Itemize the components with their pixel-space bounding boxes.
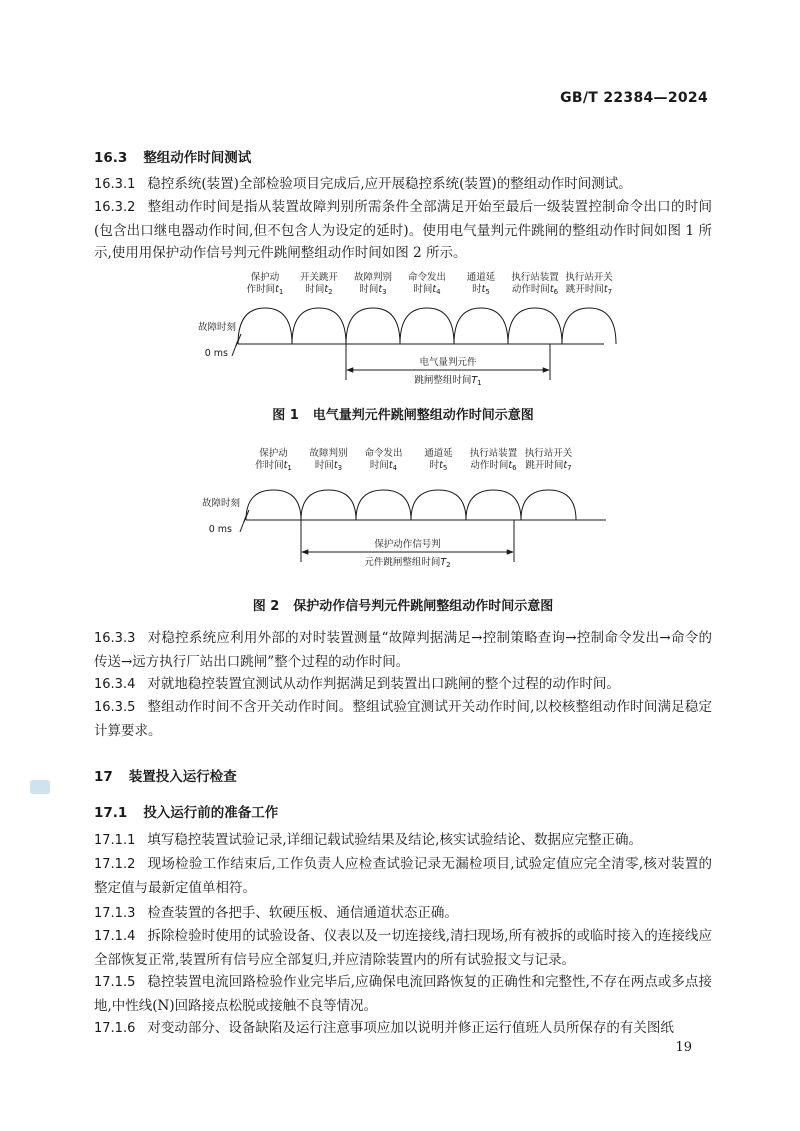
paragraph-16-3-2 <box>94 196 712 265</box>
figure-2-interval-label-5-line2: 动作时间$t_6$ <box>470 460 517 472</box>
figure-2 <box>94 444 712 614</box>
figure-2-interval-arc-4 <box>411 490 466 520</box>
clause-text: 对就地稳控装置宜测试从动作判据满足到装置出口跳闸的整个过程的动作时间。 <box>147 676 620 692</box>
section-number: 16.3 <box>94 150 128 166</box>
figure-1-interval-arc-6 <box>508 308 562 344</box>
figure-2-interval-label-3-line2: 时间$t_4$ <box>369 460 398 472</box>
figure-1-interval-arc-7 <box>562 308 616 344</box>
figure-2-interval-arc-6 <box>521 490 576 520</box>
figure-1-caption <box>94 404 712 423</box>
figure-1-interval-arc-3 <box>346 308 400 344</box>
clause-number: 17.1.6 <box>94 1021 136 1036</box>
clause-text: 稳控装置电流回路检验作业完毕后,应确保电流回路恢复的正确性和完整性,不存在两点或多点接地,中性线(N)回路接点松脱或接触不良等情况。 <box>94 974 712 1014</box>
figure-1 <box>94 266 712 426</box>
figure-title: 电气量判元件跳闸整组动作时间示意图 <box>312 408 534 423</box>
figure-2-total-label-line1: 保护动作信号判 <box>374 539 441 550</box>
paragraph-17-1-4 <box>94 925 712 971</box>
figure-1-interval-label-1-line2: 作时间$t_1$ <box>246 284 284 296</box>
figure-2-interval-label-2-line1: 故障判别 <box>309 448 348 459</box>
section-number: 17.1 <box>94 805 128 821</box>
paragraph-16-3-4 <box>94 673 712 697</box>
figure-1-interval-label-5-line1: 通道延 <box>466 272 496 283</box>
figure-1-interval-arc-4 <box>400 308 454 344</box>
figure-1-diagram <box>94 266 712 396</box>
figure-1-total-label-line2: 跳闸整组时间$T_1$ <box>414 375 482 387</box>
figure-2-fault-instant-mark <box>240 510 249 532</box>
figure-1-interval-label-4-line1: 命令发出 <box>407 272 447 283</box>
figure-1-interval-label-7-line1: 执行站开关 <box>565 272 613 283</box>
clause-number: 17.1.4 <box>94 929 136 944</box>
clause-number: 16.3.1 <box>94 177 136 192</box>
figure-1-fault-label: 故障时刻 <box>197 322 236 333</box>
standard-code: GB/T 22384—2024 <box>560 90 708 106</box>
clause-text: 整组动作时间不含开关动作时间。整组试验宜测试开关动作时间,以校核整组动作时间满足稳定计算要求。 <box>94 699 712 739</box>
figure-1-fault-instant-mark <box>232 334 241 356</box>
figure-2-interval-arc-5 <box>466 490 521 520</box>
figure-1-interval-label-7-line2: 跳开时间$t_7$ <box>565 284 613 296</box>
figure-1-interval-label-6-line1: 执行站装置 <box>511 272 559 283</box>
clause-number: 16.3.2 <box>94 200 136 215</box>
figure-2-interval-label-6-line2: 跳开时间$t_7$ <box>525 460 572 472</box>
figure-1-total-label-line1: 电气量判元件 <box>419 357 477 368</box>
figure-1-interval-arc-5 <box>454 308 508 344</box>
clause-text: 拆除检验时使用的试验设备、仪表以及一切连接线,清扫现场,所有被拆的或临时接入的连接线应全部恢复正常,装置所有信号应全部复归,并应清除装置内的所有试验报文与记录。 <box>94 928 712 968</box>
clause-number: 16.3.3 <box>94 631 136 646</box>
clause-number: 16.3.4 <box>94 677 136 692</box>
figure-2-total-label-line2: 元件跳闸整组时间$T_2$ <box>364 557 451 569</box>
figure-2-interval-label-1-line1: 保护动 <box>259 448 288 459</box>
paragraph-17-1-2 <box>94 853 712 899</box>
section-heading-17 <box>94 765 237 785</box>
figure-2-interval-arc-1 <box>246 490 301 520</box>
paragraph-17-1-1 <box>94 829 712 853</box>
figure-1-zero-label: 0 ms <box>204 348 228 359</box>
figure-2-diagram <box>94 444 712 584</box>
clause-text: 整组动作时间是指从装置故障判别所需条件全部满足开始至最后一级装置控制命令出口的时间(包含出口继电器动作时间,但不包含人为设定的延时)。使用电气量判元件跳闸的整组动作时间如图 1 所示,使用用保护动作信号判元件跳闸整组动作时间如图 2 所示。 <box>94 199 712 261</box>
figure-2-interval-label-3-line1: 命令发出 <box>364 448 403 459</box>
figure-1-interval-label-6-line2: 动作时间$t_6$ <box>511 284 559 296</box>
section-title: 装置投入运行检查 <box>128 769 237 785</box>
figure-2-caption <box>94 595 712 614</box>
side-watermark-mark <box>30 780 50 794</box>
figure-1-interval-arc-1 <box>238 308 292 344</box>
clause-text: 填写稳控装置试验记录,详细记载试验结果及结论,核实试验结论、数据应完整正确。 <box>147 832 642 848</box>
figure-1-interval-label-2-line1: 开关跳开 <box>299 272 339 283</box>
paragraph-17-1-5 <box>94 971 712 1017</box>
figure-number: 图 2 <box>252 599 280 614</box>
figure-1-interval-label-4-line2: 时间$t_4$ <box>413 284 441 296</box>
figure-1-interval-label-5-line2: 时$t_5$ <box>472 284 490 296</box>
section-heading-17-1 <box>94 801 278 821</box>
figure-number: 图 1 <box>272 408 299 423</box>
paragraph-17-1-6 <box>94 1017 712 1041</box>
figure-2-fault-label: 故障时刻 <box>201 498 240 509</box>
paragraph-17-1-3 <box>94 902 712 926</box>
figure-2-interval-label-2-line2: 时间$t_3$ <box>314 460 343 472</box>
clause-number: 16.3.5 <box>94 700 136 715</box>
section-title: 投入运行前的准备工作 <box>143 805 279 821</box>
clause-number: 17.1.1 <box>94 833 136 848</box>
section-number: 17 <box>94 769 113 785</box>
clause-text: 检查装置的各把手、软硬压板、通信通道状态正确。 <box>147 905 458 921</box>
figure-2-interval-arc-2 <box>301 490 356 520</box>
figure-2-interval-arc-3 <box>356 490 411 520</box>
figure-2-interval-label-5-line1: 执行站装置 <box>469 448 518 459</box>
figure-2-zero-label: 0 ms <box>208 524 232 535</box>
clause-text: 稳控系统(装置)全部检验项目完成后,应开展稳控系统(装置)的整组动作时间测试。 <box>147 176 632 192</box>
figure-1-interval-label-1-line1: 保护动 <box>250 272 280 283</box>
clause-text: 对稳控系统应利用外部的对时装置测量“故障判据满足→控制策略查询→控制命令发出→命令的传送→远方执行厂站出口跳闸”整个过程的动作时间。 <box>94 630 712 670</box>
clause-number: 17.1.5 <box>94 975 136 990</box>
figure-1-interval-label-2-line2: 时间$t_2$ <box>305 284 333 296</box>
clause-number: 17.1.3 <box>94 906 136 921</box>
figure-1-interval-arc-2 <box>292 308 346 344</box>
figure-1-interval-label-3-line1: 故障判别 <box>353 272 393 283</box>
section-heading-16-3 <box>94 146 251 166</box>
figure-2-interval-label-4-line1: 通道延 <box>424 448 453 459</box>
clause-text: 现场检验工作结束后,工作负责人应检查试验记录无漏检项目,试验定值应完全清零,核对装置的整定值与最新定值单相符。 <box>94 856 712 896</box>
figure-2-interval-label-4-line2: 时$t_5$ <box>429 460 448 472</box>
paragraph-16-3-3 <box>94 627 712 673</box>
figure-1-interval-label-3-line2: 时间$t_3$ <box>359 284 387 296</box>
section-title: 整组动作时间测试 <box>143 150 252 166</box>
page-number: 19 <box>675 1040 692 1055</box>
clause-text: 对变动部分、设备缺陷及运行注意事项应加以说明并修正运行值班人员所保存的有关图纸 <box>147 1020 674 1036</box>
paragraph-16-3-1 <box>94 173 712 197</box>
clause-number: 17.1.2 <box>94 857 136 872</box>
figure-2-interval-label-1-line2: 作时间$t_1$ <box>255 460 292 472</box>
paragraph-16-3-5 <box>94 696 712 742</box>
figure-2-interval-label-6-line1: 执行站开关 <box>524 448 573 459</box>
figure-title: 保护动作信号判元件跳闸整组动作时间示意图 <box>293 599 554 614</box>
